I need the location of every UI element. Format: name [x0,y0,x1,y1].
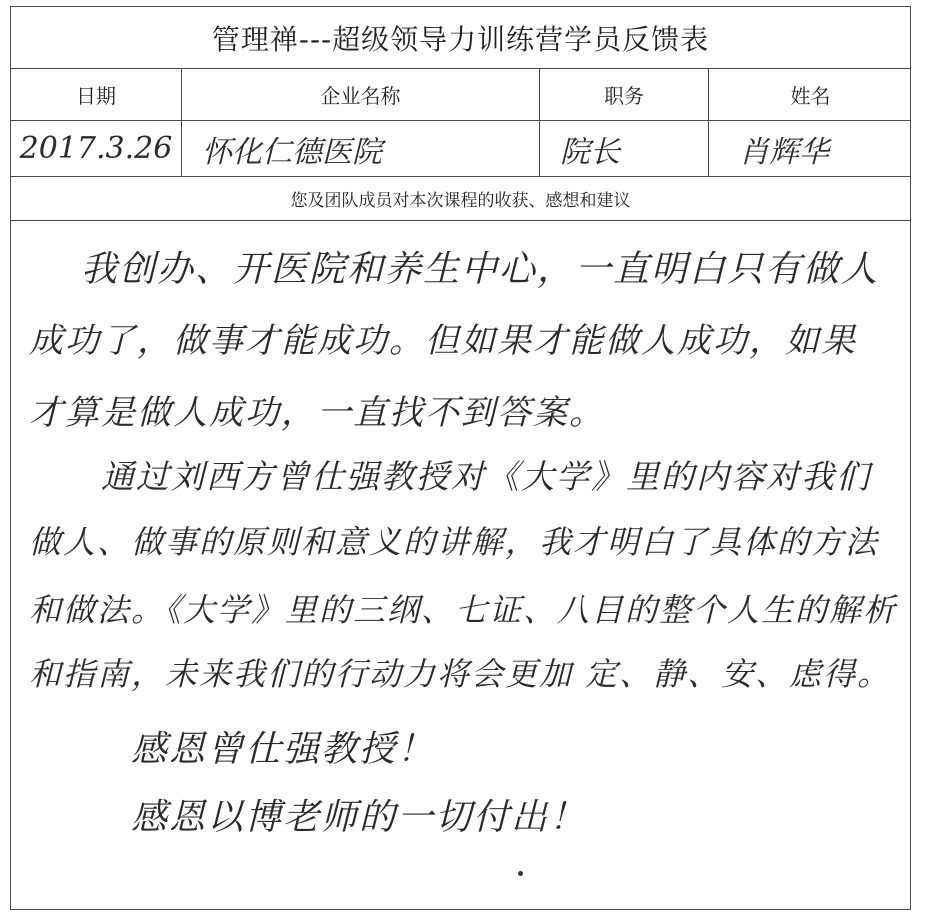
feedback-line: 感恩曾仕强教授！ [131,729,436,770]
feedback-body [11,221,910,909]
feedback-prompt: 您及团队成员对本次课程的收获、感想和建议 [11,177,910,221]
ink-dot [518,871,523,876]
feedback-line: 做人、做事的原则和意义的讲解，我才明白了具体的方法 [29,523,880,561]
company-value: 怀化仁德医院 [182,121,540,176]
feedback-line: 和指南，未来我们的行动力将会更加 定、静、安、虑得。 [29,655,892,693]
feedback-line: 和做法。《大学》里的三纲、七证、八目的整个人生的解析 [29,591,898,629]
position-value: 院长 [540,121,709,176]
name-value: 肖辉华 [739,134,829,170]
header-row [11,69,910,121]
header-position: 职务 [540,69,709,120]
feedback-line: 通过刘西方曾仕强教授对《大学》里的内容对我们 [101,457,871,496]
value-row [11,121,910,177]
feedback-line: 感恩以博老师的一切付出！ [131,797,588,838]
date-value: 2017.3.26 [11,121,182,176]
feedback-line: 才算是做人成功，一直找不到答案。 [29,393,605,433]
header-date: 日期 [11,69,182,120]
feedback-form [10,6,911,910]
feedback-line: 成功了，做事才能成功。但如果才能做人成功，如果 [29,321,857,361]
feedback-line: 我创办、开医院和养生中心，一直明白只有做人 [81,249,880,290]
header-company: 企业名称 [182,69,540,120]
header-name: 姓名 [790,84,831,108]
form-title: 管理禅---超级领导力训练营学员反馈表 [11,7,910,69]
